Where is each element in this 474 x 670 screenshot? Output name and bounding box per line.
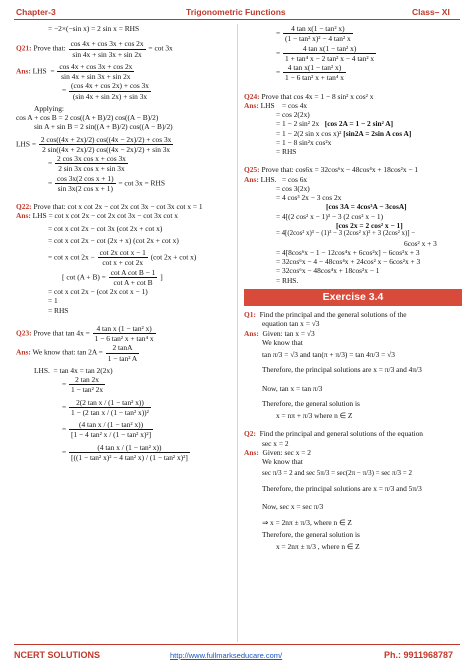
numerator: 4 tan x(1 − tan² x): [283, 24, 353, 34]
question-q23: [16, 324, 234, 344]
math-line: [244, 129, 462, 138]
page-footer: [0, 646, 474, 666]
lhs-label: LHS: [260, 100, 275, 110]
numerator: cos 3x(2 cos x + 1): [57, 173, 114, 183]
formula-line: sin A + sin B = 2 sin((A + B)/2) cos((A − B)/2): [34, 122, 173, 132]
fraction: [98, 248, 148, 268]
question-q21: [16, 39, 234, 59]
numerator: cot A cot B − 1: [110, 267, 156, 277]
math-line: x = nπ + π/3 where n ∈ Z: [276, 411, 353, 420]
denominator: 1 − tan² A: [107, 353, 138, 363]
fraction: [55, 154, 128, 174]
math-line: = $\frac{\text{4 tan x(1 − tan² x)}}{\text{(1 − tan² x)² − 4 tan² x}}$: [276, 24, 351, 44]
fraction: [109, 268, 158, 288]
denominator: (1 − tan² x)² − 4 tan² x: [285, 34, 351, 44]
math-line: LHS = $\frac{2 \cos((4x + 2x)/2) \cos((4x - 2x)/2) + \cos 3x}{2 \sin((4x + 2x)/2) \cos((4x - 2x)/2) + \sin 3x}$: [16, 134, 172, 154]
math-line: = cot x cot 2x − cot 3x (cot 2x + cot x): [48, 223, 163, 233]
numerator: cot 2x cot x − 1: [99, 248, 146, 257]
question-label: Q1:: [244, 310, 256, 319]
answer-label: Ans:: [244, 328, 259, 338]
math-line: Therefore, the general solution is: [262, 398, 360, 408]
denominator: 1 − 6 tan² x + tan⁴ x: [285, 73, 344, 83]
math-line: = 32cos⁶x − 4 − 48cos⁴x + 24cos² x − 6cos²x + 3: [276, 257, 421, 267]
math-line: = 4 cos³ 2x − 3 cos 2x: [276, 193, 342, 202]
math-line: = RHS: [48, 305, 69, 315]
math-line: [16, 366, 234, 375]
fraction: [283, 24, 353, 44]
math-line: We know that: [262, 457, 303, 466]
numerator: (4 tan x / (1 − tan² x)): [69, 443, 190, 453]
numerator: 2 cos 3x cos x + cos 3x: [57, 154, 126, 163]
answer-line: [244, 329, 462, 338]
denominator: cot A + cot B: [113, 277, 153, 287]
question-text: Prove that: cot x cot 2x − cot 2x cot 3x − cot 3x cot x = 1: [33, 202, 203, 211]
question-text: Prove that cos 4x = 1 − 8 sin² x cos² x: [261, 91, 374, 101]
math-line: = 1 − 8 sin²x cos²x: [276, 137, 332, 147]
denominator: (sin 4x + sin 2x) + sin 3x: [72, 91, 148, 101]
math-text: tan 2A =: [77, 347, 103, 357]
header-rule: [14, 19, 460, 20]
math-line: ⇒ x = 2nπ ± π/3, where n ∈ Z: [262, 517, 352, 527]
math-line: = RHS.: [276, 275, 299, 285]
fraction: [69, 375, 105, 395]
fraction: [57, 62, 134, 82]
exercise-heading: Exercise 3.4: [244, 289, 462, 306]
math-text: LHS = cot x cot 2x − cot 2x cot 3x − cot 3x cot x: [32, 211, 178, 221]
math-line: = $\frac{\text{cos 3x(2 cos x + 1)}}{\text{sin 3x(2 cos x + 1)}}$ = cot 3x = RHS: [48, 173, 165, 193]
question-label: Q21:: [16, 43, 32, 53]
answer-label: Ans:: [244, 447, 259, 457]
math-line: = $\frac{\text{2(2 tan x / (1 − tan² x))}}{\text{1 − (2 tan x / (1 − tan² x))²}}$: [62, 397, 149, 417]
question-e2: [244, 429, 462, 438]
math-text: = 1 − 2(2 sin x cos x)²: [276, 128, 342, 138]
footer-phone: Ph.: 9911968787: [384, 650, 454, 660]
math-text: (cot 2x + cot x): [150, 252, 197, 262]
chapter-label: Chapter-3: [16, 7, 56, 17]
math-line: = $\frac{\text{(4 tan x / (1 − tan² x))}}{\text{[((1 − tan² x)² − 4 tan² x) / (1 − tan² x)²]}}$: [62, 442, 188, 462]
applying-label: Applying:: [34, 103, 64, 113]
math-line: sec π/3 = 2 and sec 5π/3 = sec(2π − π/3) = sec π/3 = 2: [262, 469, 412, 478]
numerator: 2 tan 2x: [69, 375, 105, 385]
question-label: Q25:: [244, 165, 260, 175]
denominator: sin 3x(2 cos x + 1): [57, 183, 113, 193]
formula-note: [cos 2x = 2 cos² x − 1]: [336, 220, 403, 230]
math-line: = cot x cot 2x − (cot 2x cot x − 1): [48, 287, 148, 296]
math-line: = 4[8cos⁶x − 1 − 12cos⁴x + 6cos²x] − 6cos²x + 3: [276, 247, 420, 257]
answer-line: [244, 175, 462, 184]
fraction: [106, 343, 140, 363]
denominator: cot x + cot 2x: [102, 258, 144, 268]
question-text: Find the principal and the general solutions of the: [259, 310, 407, 319]
answer-label: Ans:: [16, 66, 31, 76]
math-line: = 4[(2 cos² x − 1)³ − 3 (2 cos² x − 1): [276, 211, 384, 221]
math-text: Given: sec x = 2: [262, 447, 312, 457]
question-text: Find the principal and general solutions of the equation: [259, 429, 423, 439]
question-text: equation tan x = √3: [262, 319, 320, 329]
denominator: 2 sin 3x cos x + sin 3x: [58, 164, 125, 174]
math-line: tan π/3 = √3 and tan(π + π/3) = tan 4π/3 = √3: [262, 350, 395, 359]
formula-note: [sin2A = 2sin A cos A]: [343, 128, 412, 138]
lhs-label: LHS.: [260, 174, 277, 184]
answer-line: [16, 211, 234, 220]
math-line: Therefore, the principal solutions are x = π/3 and 5π/3: [262, 484, 422, 493]
formula-line: [ cot (A + B) = $\frac{\text{cot A cot B − 1}}{\text{cot A + cot B}}$ ]: [62, 267, 163, 287]
math-text: = 1 − 2 sin² 2x: [276, 119, 320, 129]
question-text: sec x = 2: [262, 438, 289, 448]
footer-link[interactable]: http://www.fullmarkseducare.com/: [170, 651, 283, 660]
math-line: = $\frac{\text{4 tan x(1 − tan² x)}}{\text{1 + tan⁴ x − 2 tan² x − 4 tan² x}}$: [276, 43, 375, 63]
question-e1: [244, 310, 462, 319]
answer-label: Ans:: [16, 211, 31, 221]
formula-line: cos A + cos B = 2 cos((A + B)/2) cos((A − B)/2): [16, 113, 159, 122]
math-line: We know that: [262, 337, 303, 347]
formula-note: [cos 3A = 4cos³A − 3cosA]: [326, 202, 407, 212]
question-q24: [244, 92, 462, 101]
fraction: [93, 324, 156, 344]
math-line: = −2×(−sin x) = 2 sin x = RHS: [48, 24, 140, 33]
numerator: 2 cos((4x + 2x)/2) cos((4x − 2x)/2) + cos 3x: [40, 134, 172, 144]
fraction: [55, 174, 116, 194]
page-header: [0, 4, 474, 20]
answer-line: [16, 343, 234, 363]
denominator: 1 + tan⁴ x − 2 tan² x − 4 tan² x: [285, 53, 375, 63]
math-text: = cos 6x: [282, 174, 308, 184]
prove-label: Prove that: [33, 328, 64, 338]
numerator: 4 tan x(1 − tan² x): [283, 63, 346, 73]
math-line: Therefore, the principal solutions are x = π/3 and 4π/3: [262, 365, 422, 375]
denominator: 1 − (2 tan x / (1 − tan² x))²: [71, 407, 149, 417]
question-text: Prove that: cos6x = 32cos⁶x − 48cos⁴x + 18cos²x − 1: [261, 165, 419, 175]
answer-line: Ans: LHS = $\frac{\cos 4x + \cos 3x + \cos 2x}{\sin 4x + \sin 3x + \sin 2x}$: [16, 61, 133, 81]
math-line: = cos 2(2x): [276, 110, 310, 119]
denominator: 2 sin((4x + 2x)/2) cos((4x − 2x)/2) + sin 3x: [42, 144, 171, 154]
numerator: cos 4x + cos 3x + cos 2x: [70, 39, 144, 49]
lhs-label: LHS.: [34, 365, 50, 375]
rhs-text: = cot 3x: [148, 43, 173, 53]
answer-label: Ans:: [16, 347, 31, 357]
numerator: 4 tan x(1 − tan² x): [283, 44, 376, 54]
question-label: Q2:: [244, 429, 256, 439]
math-line: Therefore, the general solution is: [262, 529, 360, 539]
fraction: [69, 420, 153, 440]
numerator: 2(2 tan x / (1 − tan² x)): [69, 398, 151, 408]
fraction: [283, 63, 346, 83]
fraction: [69, 398, 151, 418]
fraction: [69, 39, 146, 59]
math-line: = $\frac{\text{(4 tan x / (1 − tan² x))}}{\text{[1 − 4 tan² x / (1 − tan² x)²]}}$: [62, 420, 152, 440]
question-q25: [244, 165, 462, 174]
denominator: 1 − 6 tan² x + tan⁴ x: [94, 334, 154, 343]
page-title: Trigonometric Functions: [186, 7, 286, 17]
footer-rule: [14, 644, 460, 645]
math-line: = $\frac{\text{2 cos 3x cos x + cos 3x}}{\text{2 sin 3x cos x + sin 3x}}$: [48, 154, 126, 174]
math-text: tan 4x =: [65, 328, 90, 338]
math-line: x = 2nπ ± π/3 , where n ∈ Z: [276, 542, 360, 551]
class-label: Class– XI: [412, 7, 450, 17]
question-label: Q22:: [16, 202, 32, 211]
math-line: = cos 3(2x): [276, 183, 310, 193]
answer-line: [244, 101, 462, 110]
fraction: [39, 135, 174, 155]
math-line: = 1: [48, 296, 58, 306]
numerator: 4 tan x (1 − tan² x): [93, 324, 156, 334]
rhs-text: = cot 3x = RHS: [118, 177, 165, 187]
math-line: = $\frac{(\cos 4x + \cos 2x) + \cos 3x}{(\sin 4x + \sin 2x) + \sin 3x}$: [62, 81, 149, 101]
math-line: 6cos² x + 3: [404, 238, 437, 248]
numerator: (cos 4x + cos 2x) + cos 3x: [71, 81, 149, 91]
math-text: cot (A + B) =: [66, 271, 106, 281]
math-line: = $\frac{\text{4 tan x(1 − tan² x)}}{\text{1 − 6 tan² x + tan⁴ x}}$: [276, 63, 344, 83]
question-label: Q24:: [244, 91, 260, 101]
denominator: sin 4x + sin 3x + sin 2x: [61, 72, 131, 81]
numerator: 2 tanA: [106, 343, 140, 353]
lhs-label: LHS: [32, 66, 47, 76]
math-line: = $\frac{2 \tan 2x}{\text{1 − tan² 2x}}$: [62, 375, 104, 395]
question-label: Q23:: [16, 328, 32, 338]
math-line: = 4[(2cos² x)³ − (1)³ − 3 (2cos² x)² + 3 (2cos² x)] −: [276, 230, 416, 237]
fraction: [283, 44, 376, 64]
math-line: = RHS: [276, 147, 297, 156]
denominator: sin 4x + sin 3x + sin 2x: [72, 49, 142, 59]
numerator: (4 tan x / (1 − tan² x)): [69, 420, 153, 430]
math-line: Now, tan x = tan π/3: [262, 383, 323, 393]
math-line: Now, sec x = sec π/3: [262, 502, 324, 512]
denominator: [1 − 4 tan² x / (1 − tan² x)²]: [71, 430, 152, 440]
right-column: [244, 24, 462, 551]
denominator: 1 − tan² 2x: [71, 385, 104, 395]
math-text: = cot x cot 2x −: [48, 252, 95, 262]
prove-label: Prove that:: [33, 43, 66, 53]
column-divider: [237, 24, 238, 642]
footer-title: NCERT SOLUTIONS: [14, 650, 101, 660]
math-text: = cos 4x: [282, 100, 308, 110]
fraction: [69, 443, 190, 463]
numerator: cos 4x + cos 3x + cos 2x: [59, 61, 133, 71]
question-q22: [16, 202, 234, 211]
fraction: [69, 81, 151, 101]
answer-label: Ans:: [244, 174, 259, 184]
denominator: [((1 − tan² x)² − 4 tan² x) / (1 − tan² x)²]: [71, 452, 188, 462]
math-text: We know that:: [32, 347, 76, 357]
answer-line: [244, 448, 462, 457]
math-text: = tan 4x = tan 2(2x): [53, 365, 113, 375]
math-line: = cot x cot 2x − cot (2x + x) (cot 2x + cot x): [48, 235, 179, 245]
formula-note: [cos 2A = 1 − 2 sin² A]: [324, 119, 394, 129]
math-line: [16, 248, 234, 268]
lhs-label: LHS: [16, 138, 30, 148]
math-line: = 32cos⁶x − 48cos⁴x + 18cos²x − 1: [276, 266, 380, 276]
answer-label: Ans:: [244, 100, 259, 110]
left-column: [16, 24, 234, 462]
math-line: [244, 119, 462, 128]
math-text: Given: tan x = √3: [262, 328, 315, 338]
